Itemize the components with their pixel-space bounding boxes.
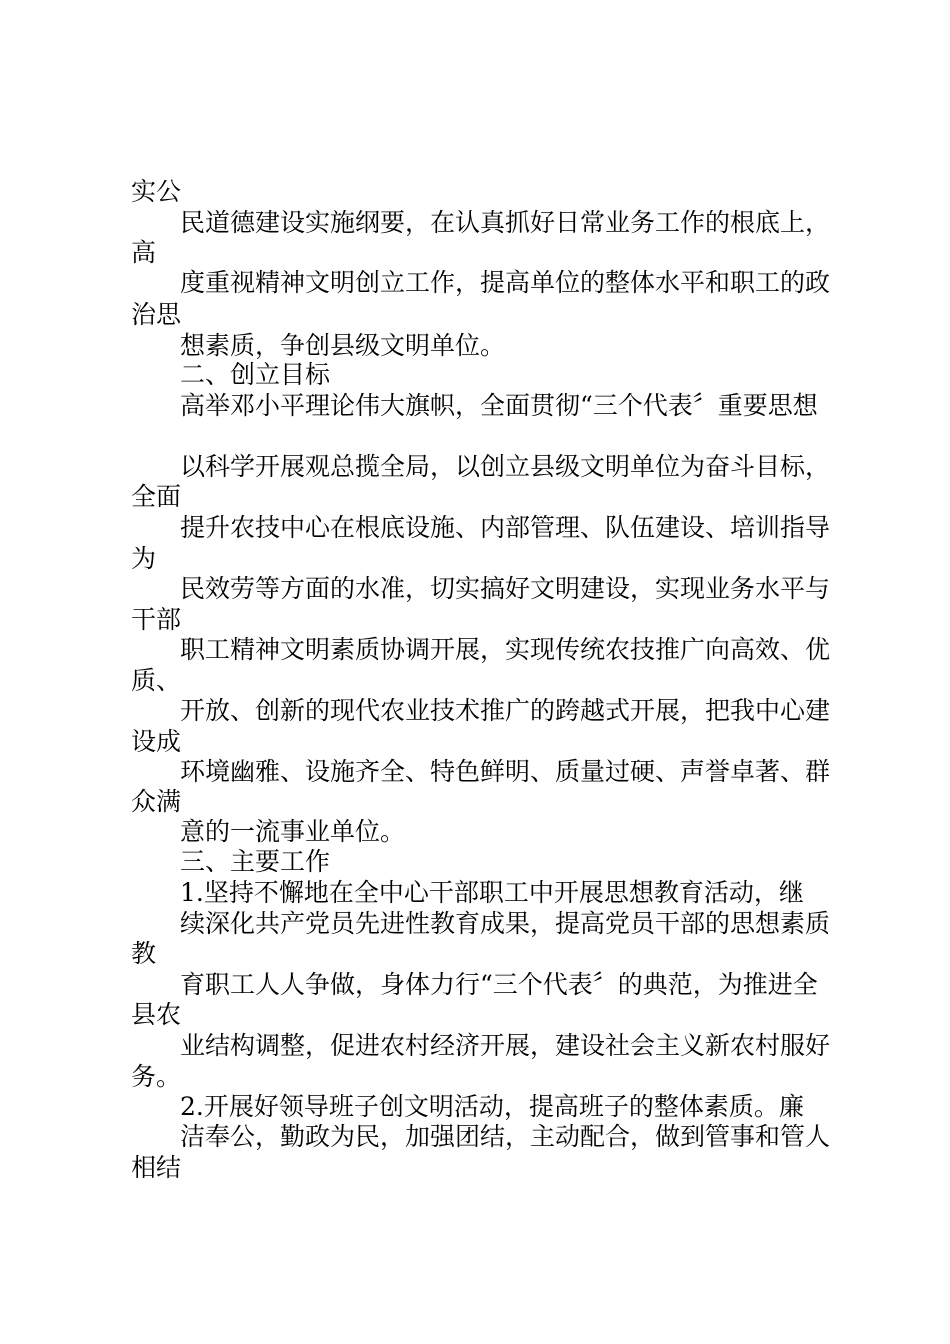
text-line: 设成: [131, 727, 182, 756]
text-line: 高: [131, 238, 157, 267]
text-line: 实公: [131, 177, 182, 206]
text-line: 续深化共产党员先进性教育成果，提高党员干部的思想素质: [180, 909, 831, 938]
text-line: 开放、创新的现代农业技术推广的跨越式开展，把我中心建: [180, 696, 831, 725]
text-line: 质、: [131, 666, 182, 695]
text-line: 洁奉公，勤政为民，加强团结，主动配合，做到管事和管人: [180, 1122, 831, 1151]
text-line: 想素质，争创县级文明单位。: [180, 331, 506, 360]
text-line: 众满: [131, 787, 182, 816]
text-line: 为: [131, 544, 157, 573]
text-line: 相结: [131, 1153, 182, 1182]
text-line: 育职工人人争做，身体力行“三个代表〞的典范，为推进全: [180, 970, 818, 999]
text-line: 以科学开展观总揽全局，以创立县级文明单位为奋斗目标，: [180, 452, 831, 481]
section-heading: 三、主要工作: [180, 847, 331, 876]
text-line: 环境幽雅、设施齐全、特色鲜明、质量过硬、声誉卓著、群: [180, 757, 831, 786]
text-line: 干部: [131, 605, 182, 634]
text-line: 教: [131, 939, 157, 968]
text-line: 业结构调整，促进农村经济开展，建设社会主义新农村服好: [180, 1031, 831, 1060]
text-line: 2.开展好领导班子创文明活动，提高班子的整体素质。廉: [180, 1092, 804, 1121]
text-line: 民道德建设实施纲要，在认真抓好日常业务工作的根底上，: [180, 208, 831, 237]
text-line: 提升农技中心在根底设施、内部管理、队伍建设、培训指导: [180, 513, 831, 542]
text-line: 全面: [131, 482, 182, 511]
text-line: 1.坚持不懈地在全中心干部职工中开展思想教育活动，继: [180, 878, 804, 907]
text-line: 县农: [131, 1000, 182, 1029]
text-line: 治思: [131, 300, 182, 329]
text-line: 职工精神文明素质协调开展，实现传统农技推广向高效、优: [180, 635, 831, 664]
text-line: 务。: [131, 1062, 182, 1091]
text-line: 意的一流事业单位。: [180, 817, 406, 846]
section-heading: 二、创立目标: [180, 360, 331, 389]
text-line: 度重视精神文明创立工作，提高单位的整体水平和职工的政: [180, 268, 831, 297]
text-line: 民效劳等方面的水准，切实搞好文明建设，实现业务水平与: [180, 574, 831, 603]
text-line: 高举邓小平理论伟大旗帜，全面贯彻“三个代表〞重要思想: [180, 391, 818, 420]
